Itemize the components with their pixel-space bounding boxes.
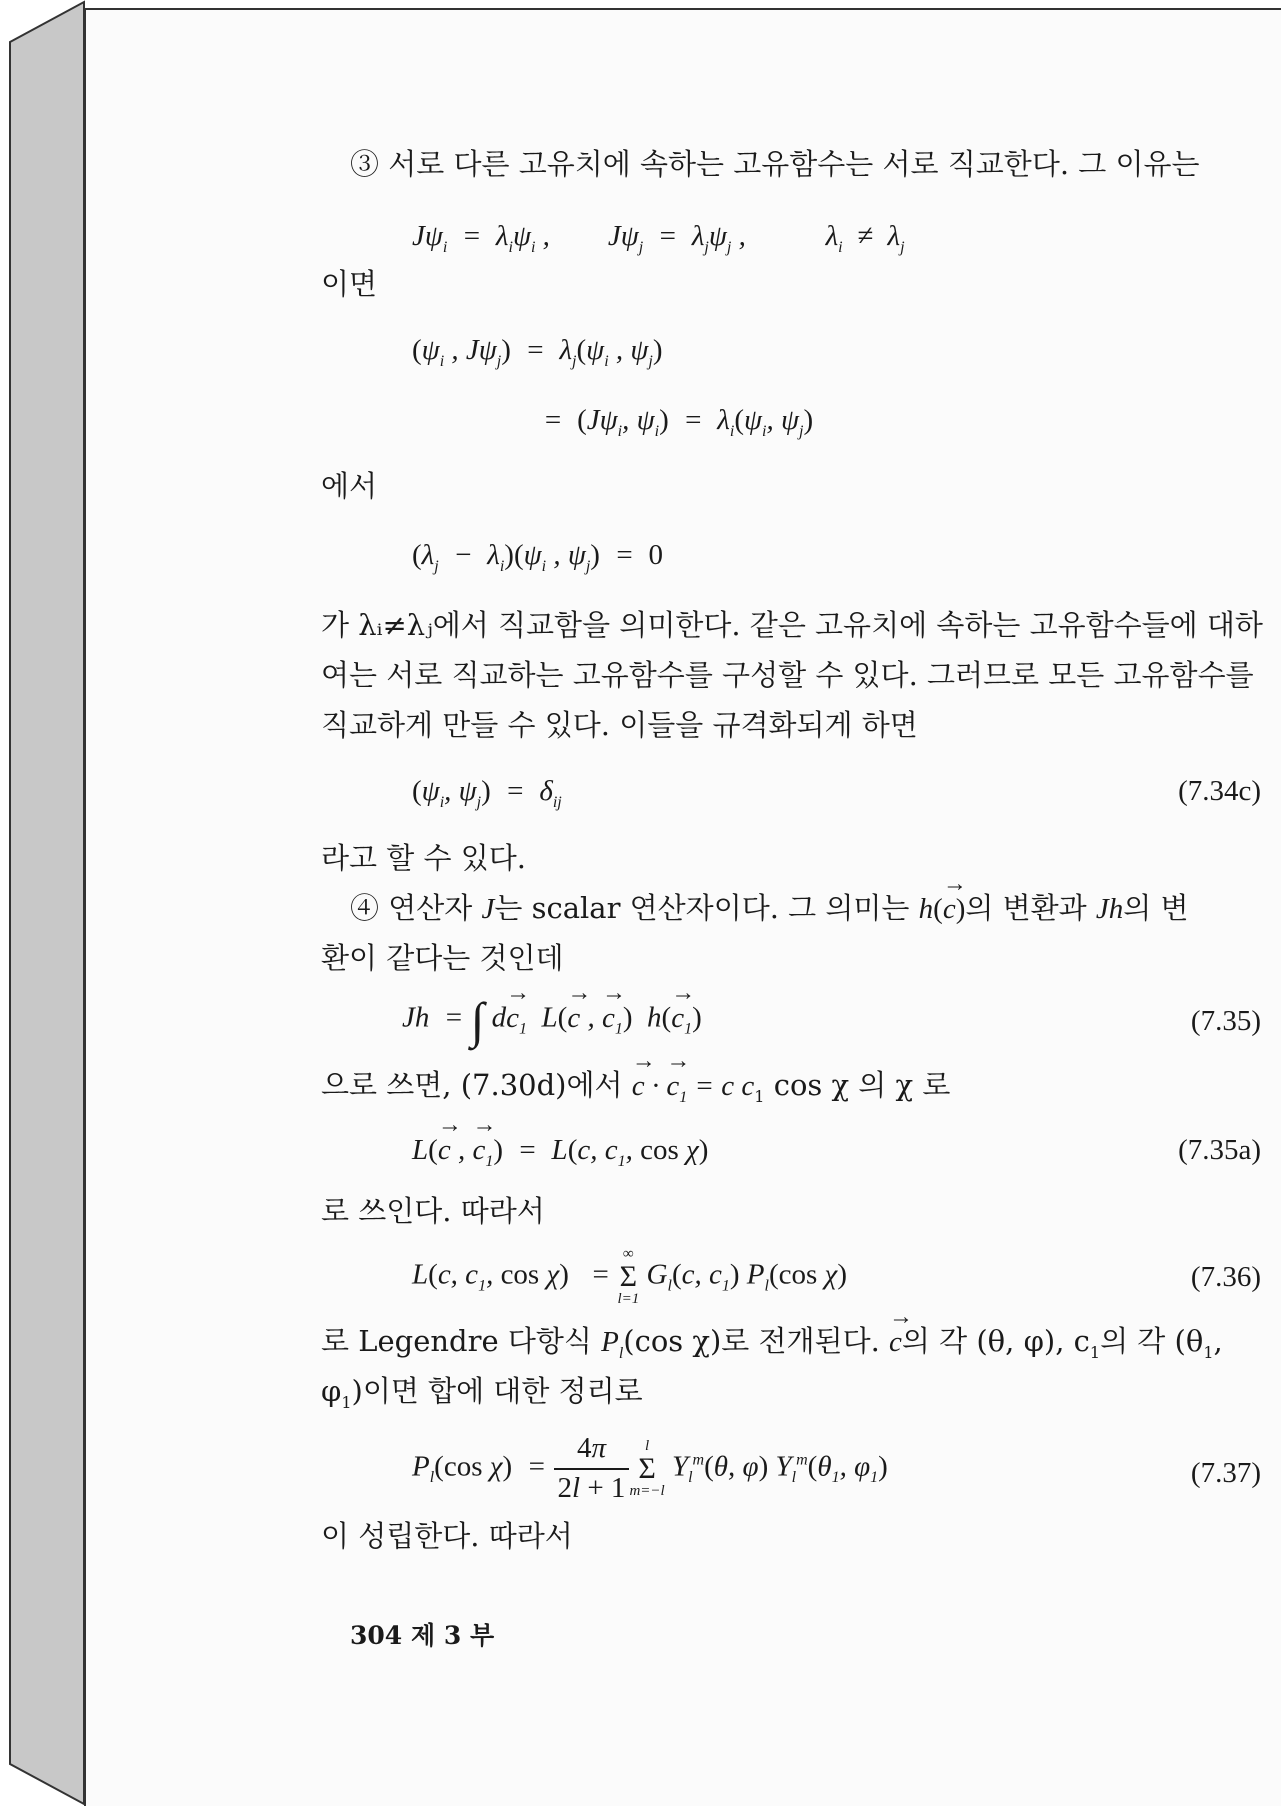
addition-theorem: $P_l(\cos$ χ) = $\frac{4\pi}{2l + 1}$ l Σ m=−l $Y_l^m(\theta$, φ) $Y_l^m(\theta_1$, $\varphi_1$) — [412, 1432, 888, 1504]
text-ragohal: 라고 할 수 있다. — [321, 841, 526, 875]
orthogonality-text-2: 여는 서로 직교하는 고유함수를 구성할 수 있다. 그러므로 모든 고유함수를 — [321, 658, 1254, 692]
text-sseumyeon: 으로 쓰면, (7.30d)에서 → c · → $c_1 = c$ $c_1$ cos χ 의 χ 로 — [321, 1067, 950, 1109]
eigen-equation: $J\psi_i = \lambda_i\psi_i$ , $J\psi_j = \lambda_j\psi_j$ , $\lambda_i \ne \lambda_j$ — [412, 220, 905, 256]
para4-text-d: 의 변환과 — [965, 891, 1096, 925]
legendre-text-2: $\varphi_1$)이면 합에 대한 정리로 — [321, 1374, 643, 1412]
difference-equation: $(\lambda_j - \lambda_i)(\psi_i$ , $\psi_j) = 0$ — [412, 539, 664, 575]
paragraph-3-intro: ③ 서로 다른 고유치에 속하는 고유함수는 서로 직교한다. 그 이유는 — [350, 147, 1200, 181]
dot-product: → c · → $c_1$ — [632, 1070, 688, 1102]
sseumyeon-text-b: = c c — [687, 1070, 755, 1102]
book-page — [84, 8, 1281, 1806]
orthogonality-text-3: 직교하게 만들 수 있다. 이들을 규격화되게 하면 — [321, 708, 918, 742]
para4-symbol-jh: Jh — [1095, 893, 1124, 925]
text-eseo: 에서 — [321, 469, 378, 503]
equation-number-7-35: (7.35) — [1190, 1005, 1261, 1037]
para4-text-c: 는 scalar 연산자이다. 그 의미는 — [494, 891, 919, 925]
legendre-text-c: 의 각 (θ, φ), c — [901, 1324, 1090, 1358]
legendre-text-2b: )이면 합에 대한 정리로 — [351, 1374, 643, 1408]
para4-text-f: 의 변 — [1123, 891, 1189, 925]
legendre-text-1: 로 Legendre 다항식 $P_l(\cos$ χ)로 전개된다. → c의 각 (θ, φ), $c_1$의 각 ($\theta_1$, — [321, 1323, 1223, 1365]
legendre-text-a: 로 Legendre 다항식 — [321, 1324, 602, 1358]
text-imyeon: 이면 — [321, 267, 378, 301]
legendre-text-d: 의 각 (θ — [1100, 1324, 1204, 1358]
normalization-equation: ($\psi_i$, $\psi_j) = \delta_{ij}$ — [412, 775, 562, 811]
para4-h-of-c: h(→ c) — [919, 893, 966, 925]
footer-page-number: 304 — [350, 1621, 403, 1650]
inner-product-line-1: ($\psi_i$ , $J\psi_j) = \lambda_j(\psi_i$ , $\psi_j$) — [412, 334, 663, 370]
para4-text-a: ④ 연산자 — [350, 891, 482, 925]
footer-part-label: 제 3 부 — [411, 1621, 495, 1650]
legendre-p-symbol: $P_l$ — [601, 1326, 624, 1362]
text-seongripanda: 이 성립한다. 따라서 — [321, 1519, 573, 1553]
l-kernel-equation: L(→ c , → $c_1) = L(c$, $c_1$, cos χ) — [412, 1132, 708, 1173]
inner-product-line-2: = ($J\psi_i$, $\psi_i) = \lambda_i(\psi_i$, $\psi_j$) — [543, 404, 814, 440]
legendre-text-e: , — [1213, 1324, 1223, 1358]
sseumyeon-text-a: 으로 쓰면, (7.30d)에서 — [321, 1068, 632, 1102]
paragraph-4-line-2: 환이 같다는 것인데 — [321, 941, 564, 975]
equation-number-7-36: (7.36) — [1190, 1261, 1261, 1293]
sseumyeon-text-c: cos χ 의 χ 로 — [764, 1068, 951, 1102]
integral-equation: Jh = ∫ $d\to c_1$ L(→ c , → $c_1$) $h(\to c_1)$ — [402, 995, 702, 1045]
paragraph-4-line-1 — [350, 890, 1189, 929]
equation-number-7-37: (7.37) — [1190, 1457, 1261, 1489]
legendre-expansion: L(c, $c_1$, cos χ) = ∞ Σ l=1 $G_l(c$, $c_1$) $P_l(\cos$ χ) — [412, 1246, 847, 1307]
text-sseuinda: 로 쓰인다. 따라서 — [321, 1194, 545, 1228]
para4-symbol-j: J — [481, 893, 495, 925]
legendre-text-2a: φ — [321, 1374, 342, 1408]
orthogonality-text-1: 가 λᵢ≠λⱼ에서 직교함을 의미한다. 같은 고유치에 속하는 고유함수들에 대하 — [321, 608, 1263, 642]
legendre-text-b: (cos χ)로 전개된다. — [623, 1324, 890, 1358]
equation-number-7-35a: (7.35a) — [1178, 1134, 1261, 1166]
equation-number-7-34c: (7.34c) — [1178, 775, 1261, 807]
legendre-c-vector: → c — [889, 1326, 902, 1358]
